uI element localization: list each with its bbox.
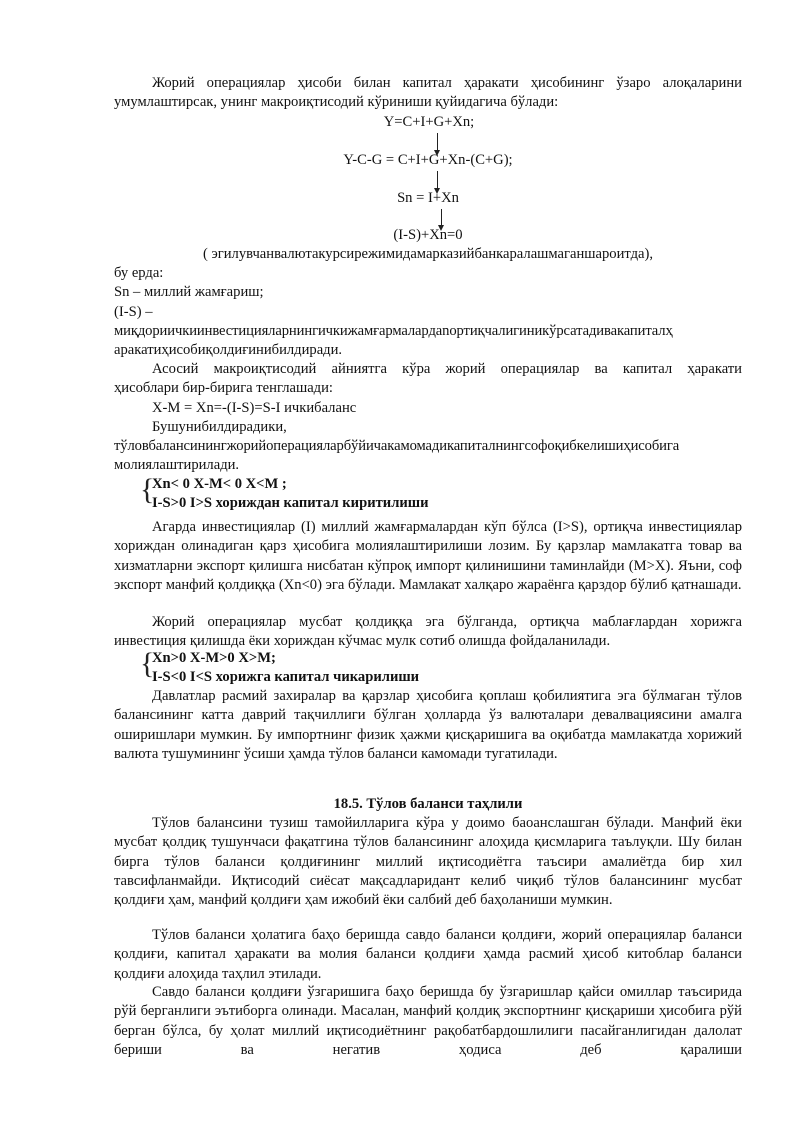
paragraph-7 [114, 983, 742, 1060]
paragraph-2-text: Агарда инвестициялар (I) миллий жамғармалардан кўп бўлса (I>S), ортиқча инвестициялар хориждан олинадиган қарз ҳисобига молиялаштирилиши лозим. Бу қарзлар мамлакатга товар ва хизматларни экспорт қилишга нисбатан кўпроқ импорт қилинишини таминлайди (M>X). Яъни, соф экспорт манфий қолдиққа (Xn<0) эга бўлади. Мамлакат халқаро жараёнга қарздор бўлиб қатнашади. [114, 519, 742, 593]
equation-4: (I-S)+Xn=0 [393, 227, 463, 243]
paragraph-5-text: Тўлов балансини тузиш тамойилларига кўра у доимо баоанслашган бўлади. Манфий ёки мусбат қолдиқ тушунчаси фақатгина тўлов балансининг алоҳида қисмларига таълуқли. Шу билан бирга тўлов баланси қолдиғининг миллий иқтисодиётга таъсири амалиётда бир хил тавсифланмайди. Иқтисодий сиёсат мақсадларидант келиб чиқиб тўлов балансининг мусбат қолдиғи ҳам, манфий қолдиғи ҳам ижобий ёки салбий деб баҳоланиши мумкин. [114, 815, 742, 909]
case-1 [152, 475, 742, 514]
definition-sn: Sn – миллий жамғариш; [114, 284, 264, 301]
paragraph-4-text: Давлатлар расмий захиралар ва қарзлар ҳисобига қоплаш қобилиятига эга бўлмаган тўлов балансининг катта даврий тақчиллиги бўлган ҳолларда ўз валюталари девалвациясини амалга оширишлари мумкин. Бу импортнинг физик ҳажми қисқаришига ва оқибатда мамлакатда хорижий валюта тушумининг ўсиши ҳамда тўлов баланси камомади тугатилади. [114, 688, 742, 762]
equation-1: Y=C+I+G+Xn; [383, 114, 475, 130]
case-1-row-2: I-S>0 I>S хориждан капитал киритилиши [152, 495, 429, 512]
definition-here: бу ерда: [114, 265, 164, 281]
equation-2: Y-C-G = C+I+G+Xn-(C+G); [343, 152, 513, 168]
paragraph-6 [114, 926, 742, 984]
definition-is: (I-S) – [114, 303, 153, 320]
equation-note: ( эгилувчанвалютакурсирежимидамарказийбанкаралашмаганшароитда), [202, 246, 654, 262]
definition-is-line-2: аракатиҳисобиқолдиғинибилдиради. [114, 342, 343, 359]
paragraph-6-text: Тўлов баланси ҳолатига баҳо беришда савдо баланси қолдиғи, жорий операциялар баланси қолдиғи, капитал ҳаракати ва молия баланси қолдиғи ҳамда расмий ҳисоб китоблар баланси қолдиғи алоҳида таҳлил этилади. [114, 927, 742, 982]
identity-formula: X-M = Xn=-(I-S)=S-I ичкибаланс [152, 399, 357, 416]
identity-line-3: Бушунибилдирадики, [152, 418, 287, 435]
intro-paragraph [114, 74, 742, 113]
case-2-row-1: Xn>0 X-M>0 X>M; [152, 650, 276, 666]
paragraph-5 [114, 814, 742, 910]
down-arrow-icon [437, 171, 438, 189]
identity-line-5: молиялаштирилади. [114, 457, 240, 474]
paragraph-7-text: Савдо баланси қолдиғи ўзгаришига баҳо беришда бу ўзгаришлар қайси омиллар таъсирида рўй берганлиги эътиборга олинади. Масалан, манфий қолдиқ экспортнинг қисқариши ҳисобига рўй берган бўлса, бу ҳолат миллий иқтисодиётнинг рақобатбардошлилиги пасайганлигидан далолат бериши ва негатив ҳодиса деб қаралиши [114, 984, 742, 1058]
down-arrow-icon [437, 133, 438, 151]
case-2-row-2: I-S<0 I<S хорижга капитал чикарилиши [152, 669, 420, 686]
intro-line-1: Жорий операциялар ҳисоби билан капитал ҳаракати ҳисобининг ўзаро алоқаларини [152, 75, 742, 91]
identity-line-4: тўловбалансинингжорийоперацияларбўйичакамомадикапиталнингсофоқибкелишиҳисобига [114, 438, 680, 455]
down-arrow-icon [441, 209, 442, 226]
paragraph-3 [114, 613, 742, 652]
paragraph-2 [114, 518, 742, 595]
case-2 [152, 649, 742, 688]
identity-line-1: Асосий макроиқтисодий айниятга кўра жорий операциялар ва капитал ҳаракати [152, 361, 742, 377]
section-title: 18.5. Тўлов баланси таҳлили [333, 796, 523, 812]
paragraph-4 [114, 687, 742, 764]
identity-line-2: ҳисоблари бир-бирига тенглашади: [114, 380, 333, 397]
definition-is-line-1: миқдориичкиинвестицияларнингичкижамғармалардanортиқчалигиникўрсатадивакапиталҳ [114, 322, 673, 339]
paragraph-3-text: Жорий операциялар мусбат қолдиққа эга бўлганда, ортиқча маблағлардан хорижга инвестиция қилишда ёки хориждан кўчмас мулк сотиб олишда фойдаланилади. [114, 614, 742, 650]
case-1-row-1: Xn< 0 X-M< 0 X<M ; [152, 476, 287, 492]
intro-line-2: умумлаштирсак, унинг макроиқтисодий кўриниши қуйидагича бўлади: [114, 94, 559, 111]
equation-3: Sn = I+Xn [397, 190, 459, 206]
left-brace-icon: { [140, 473, 155, 506]
identity-paragraph [114, 360, 742, 476]
definitions [114, 264, 742, 360]
left-brace-icon: { [140, 647, 155, 680]
